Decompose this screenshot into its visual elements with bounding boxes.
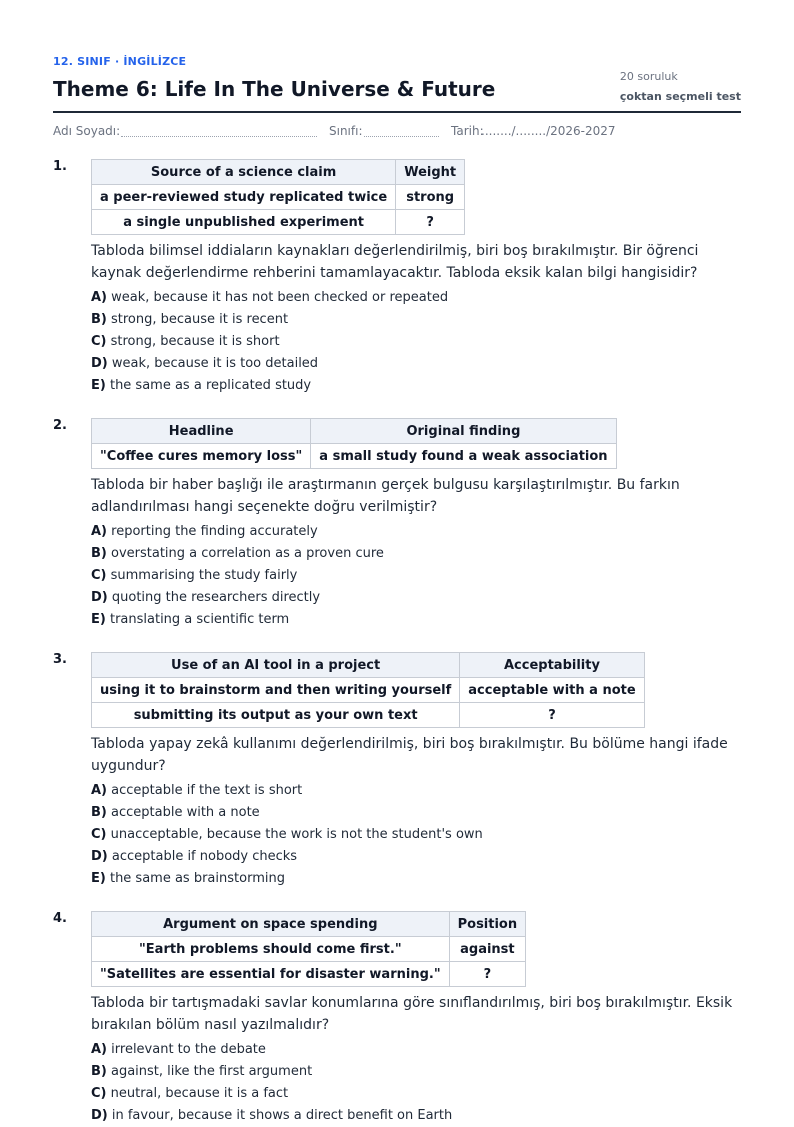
option-text: unacceptable, because the work is not the student's own	[110, 827, 483, 842]
option-c[interactable]	[91, 824, 741, 846]
option-d[interactable]	[91, 587, 741, 609]
question-table	[91, 911, 526, 987]
question-count: 20 soruluk	[619, 70, 678, 83]
question-number: 4.	[53, 911, 67, 926]
table-cell: using it to brainstorm and then writing yourself	[92, 678, 460, 703]
option-letter: B)	[91, 312, 107, 327]
option-e[interactable]	[91, 375, 741, 397]
answer-options	[91, 521, 741, 631]
table-cell: against	[449, 937, 526, 962]
option-letter: E)	[91, 378, 106, 393]
page-title: Theme 6: Life In The Universe & Future	[53, 77, 496, 101]
question-table	[91, 652, 645, 728]
option-text: the same as brainstorming	[109, 871, 285, 886]
table-cell: ?	[396, 210, 465, 235]
question-body	[91, 159, 741, 397]
class-label: Sınıfı:	[329, 124, 363, 138]
option-d[interactable]	[91, 846, 741, 868]
option-b[interactable]	[91, 1061, 741, 1083]
option-b[interactable]	[91, 543, 741, 565]
answer-options	[91, 1039, 741, 1127]
question-stem: Tabloda yapay zekâ kullanımı değerlendirilmiş, biri boş bırakılmıştır. Bu bölüme hangi ifade uygundur?	[91, 736, 728, 774]
table-header: Argument on space spending	[92, 912, 450, 937]
option-text: neutral, because it is a fact	[110, 1086, 289, 1101]
table-cell: ?	[460, 703, 644, 728]
table-cell: strong	[396, 185, 465, 210]
name-field[interactable]	[121, 136, 317, 137]
table-header: Position	[449, 912, 526, 937]
table-header: Source of a science claim	[92, 160, 396, 185]
table-header: Acceptability	[460, 653, 644, 678]
table-cell: "Earth problems should come first."	[92, 937, 450, 962]
option-letter: A)	[91, 290, 108, 305]
question-table	[91, 418, 617, 469]
option-text: strong, because it is short	[110, 334, 280, 349]
option-text: acceptable with a note	[111, 805, 260, 820]
table-row	[92, 444, 617, 469]
question-stem: Tabloda bir tartışmadaki savlar konumlarına göre sınıflandırılmış, biri boş bırakılmıştır. Eksik bırakılan bölüm nasıl yazılmalıdır?	[91, 995, 733, 1033]
table-cell: "Satellites are essential for disaster warning."	[92, 962, 450, 987]
table-row	[92, 678, 645, 703]
option-text: the same as a replicated study	[109, 378, 312, 393]
option-text: summarising the study fairly	[110, 568, 298, 583]
option-letter: D)	[91, 590, 108, 605]
option-letter: B)	[91, 1064, 107, 1079]
option-letter: D)	[91, 1108, 108, 1123]
table-row	[92, 937, 526, 962]
option-letter: B)	[91, 546, 107, 561]
option-letter: A)	[91, 1042, 108, 1057]
table-header: Original finding	[311, 419, 616, 444]
option-letter: D)	[91, 849, 108, 864]
option-text: against, like the first argument	[111, 1064, 313, 1079]
question-body	[91, 911, 741, 1127]
option-text: irrelevant to the debate	[111, 1042, 266, 1057]
question-number: 3.	[53, 652, 67, 667]
table-cell: a small study found a weak association	[311, 444, 616, 469]
question-body	[91, 652, 741, 890]
option-d[interactable]	[91, 353, 741, 375]
option-letter: A)	[91, 783, 108, 798]
option-text: acceptable if nobody checks	[111, 849, 298, 864]
table-cell: a peer-reviewed study replicated twice	[92, 185, 396, 210]
option-text: strong, because it is recent	[111, 312, 289, 327]
answer-options	[91, 287, 741, 397]
option-e[interactable]	[91, 868, 741, 890]
table-header: Use of an AI tool in a project	[92, 653, 460, 678]
table-row	[92, 210, 465, 235]
option-text: weak, because it has not been checked or repeated	[111, 290, 449, 305]
option-c[interactable]	[91, 1083, 741, 1105]
option-a[interactable]	[91, 1039, 741, 1061]
option-c[interactable]	[91, 565, 741, 587]
option-a[interactable]	[91, 521, 741, 543]
table-cell: acceptable with a note	[460, 678, 644, 703]
option-letter: E)	[91, 871, 106, 886]
question-stem: Tabloda bir haber başlığı ile araştırmanın gerçek bulgusu karşılaştırılmıştır. Bu farkın adlandırılması hangi seçenekte doğru verilmiştir?	[91, 477, 680, 515]
table-cell: "Coffee cures memory loss"	[92, 444, 311, 469]
table-cell: submitting its output as your own text	[92, 703, 460, 728]
question-stem: Tabloda bilimsel iddiaların kaynakları değerlendirilmiş, biri boş bırakılmıştır. Bir öğrenci kaynak değerlendirme rehberini tamamlayacaktır. Tabloda eksik kalan bilgi hangisidir?	[91, 243, 699, 281]
option-b[interactable]	[91, 802, 741, 824]
option-text: translating a scientific term	[109, 612, 290, 627]
date-label: Tarih:	[451, 124, 484, 138]
name-label: Adı Soyadı:	[53, 124, 121, 138]
test-type: çoktan seçmeli test	[619, 90, 741, 103]
table-header: Headline	[92, 419, 311, 444]
table-row	[92, 703, 645, 728]
option-letter: B)	[91, 805, 107, 820]
answer-options	[91, 780, 741, 890]
option-c[interactable]	[91, 331, 741, 353]
option-letter: C)	[91, 334, 107, 349]
option-a[interactable]	[91, 780, 741, 802]
question-number: 1.	[53, 159, 67, 174]
option-letter: C)	[91, 568, 107, 583]
question-table	[91, 159, 465, 235]
class-field[interactable]	[364, 136, 439, 137]
test-meta	[620, 70, 741, 103]
option-text: in favour, because it shows a direct benefit on Earth	[111, 1108, 453, 1123]
header-divider	[53, 111, 741, 113]
table-cell: a single unpublished experiment	[92, 210, 396, 235]
table-row	[92, 185, 465, 210]
question-body	[91, 418, 741, 631]
option-text: acceptable if the text is short	[111, 783, 303, 798]
table-row	[92, 962, 526, 987]
option-letter: C)	[91, 827, 107, 842]
option-b[interactable]	[91, 309, 741, 331]
option-letter: E)	[91, 612, 106, 627]
table-cell: ?	[449, 962, 526, 987]
option-letter: A)	[91, 524, 108, 539]
option-text: reporting the finding accurately	[111, 524, 318, 539]
option-text: quoting the researchers directly	[111, 590, 321, 605]
option-d[interactable]	[91, 1105, 741, 1127]
grade-subject-label: 12. SINIF · İNGİLİZCE	[53, 55, 187, 68]
question-number: 2.	[53, 418, 67, 433]
option-a[interactable]	[91, 287, 741, 309]
option-text: weak, because it is too detailed	[111, 356, 319, 371]
option-text: overstating a correlation as a proven cure	[111, 546, 384, 561]
option-letter: C)	[91, 1086, 107, 1101]
date-field[interactable]: ......../......../2026-2027	[481, 124, 616, 138]
table-header: Weight	[396, 160, 465, 185]
option-e[interactable]	[91, 609, 741, 631]
option-letter: D)	[91, 356, 108, 371]
